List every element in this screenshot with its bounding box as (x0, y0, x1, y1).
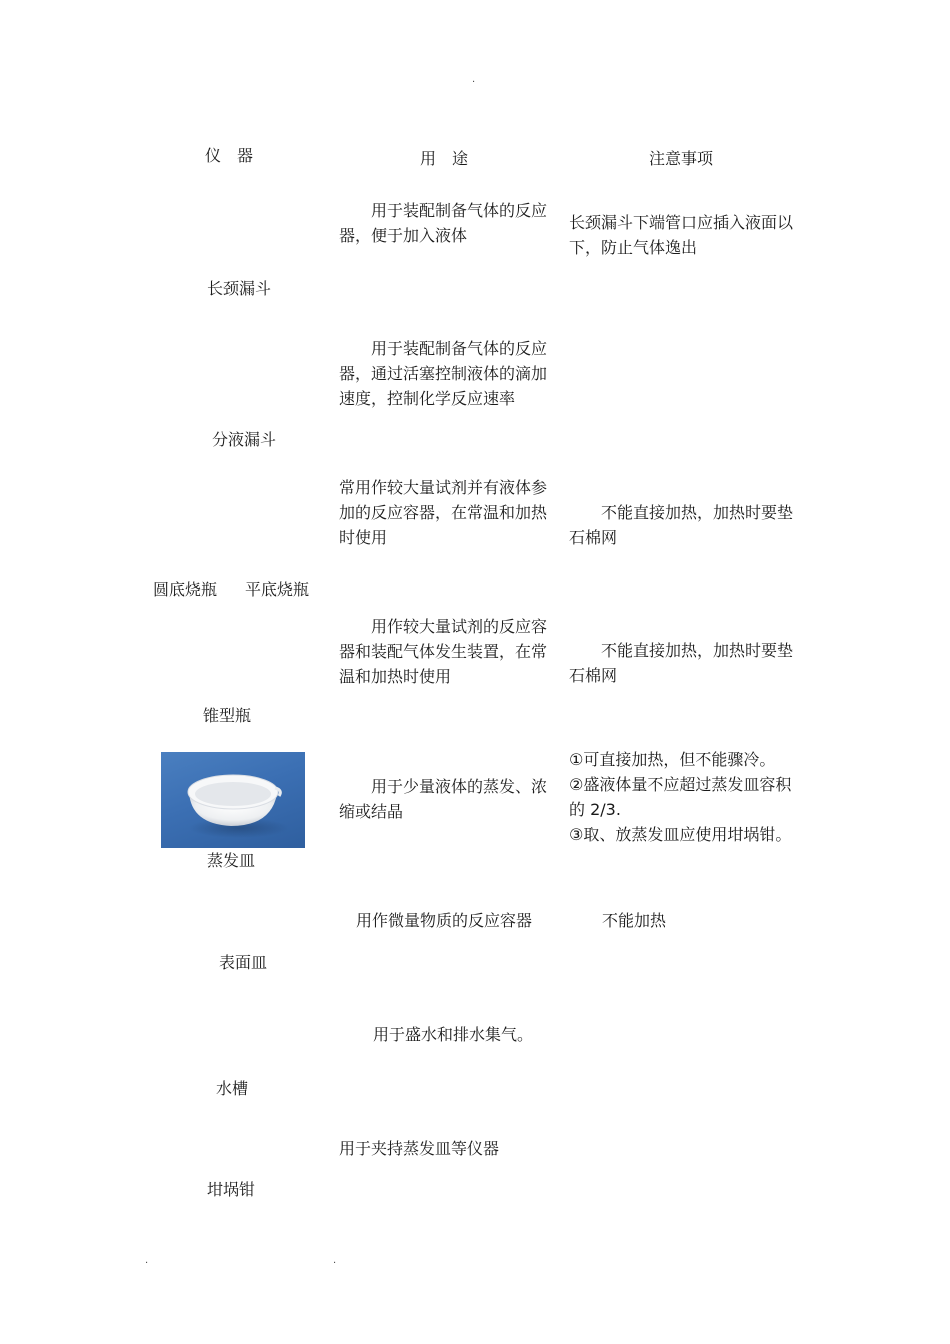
notes-conical-flask: 不能直接加热，加热时要垫石棉网 (569, 641, 794, 685)
usage-separatory-funnel: 用于装配制备气体的反应器，通过活塞控制液体的滴加速度，控制化学反应速率 (339, 339, 548, 408)
notes-flasks: 不能直接加热，加热时要垫石棉网 (569, 503, 794, 547)
note-line-1: ①可直接加热，但不能骤冷。 (569, 750, 776, 769)
bottom-page-mark-right: . (333, 1255, 337, 1266)
instrument-water-trough: 水槽 (216, 1079, 249, 1098)
instrument-separatory-funnel: 分液漏斗 (212, 430, 277, 449)
instrument-crucible-tongs: 坩埚钳 (207, 1180, 256, 1199)
usage-conical-flask: 用作较大量试剂的反应容器和装配气体发生装置，在常温和加热时使用 (339, 617, 548, 686)
notes-evaporating-dish (569, 747, 799, 847)
bottom-page-mark-left: . (145, 1255, 149, 1266)
top-page-mark: . (472, 74, 476, 85)
instrument-watch-glass: 表面皿 (219, 953, 268, 972)
note-line-2: ②盛液体量不应超过蒸发皿容积的 2/3. (569, 775, 792, 819)
header-instrument: 仪 器 (205, 146, 254, 165)
instrument-round-bottom-flask: 圆底烧瓶 (153, 580, 218, 599)
usage-watch-glass: 用作微量物质的反应容器 (356, 911, 533, 930)
instrument-conical-flask: 锥型瓶 (203, 706, 252, 725)
notes-watch-glass: 不能加热 (602, 911, 667, 930)
usage-evaporating-dish: 用于少量液体的蒸发、浓缩或结晶 (339, 777, 548, 821)
header-usage: 用 途 (420, 149, 469, 168)
usage-long-neck-funnel: 用于装配制备气体的反应器，便于加入液体 (339, 201, 548, 245)
usage-flasks: 常用作较大量试剂并有液体参加的反应容器，在常温和加热时使用 (339, 478, 548, 547)
usage-water-trough: 用于盛水和排水集气。 (373, 1025, 534, 1044)
usage-crucible-tongs: 用于夹持蒸发皿等仪器 (339, 1139, 500, 1158)
instrument-evaporating-dish: 蒸发皿 (207, 851, 256, 870)
instrument-flat-bottom-flask: 平底烧瓶 (245, 580, 310, 599)
notes-long-neck-funnel: 长颈漏斗下端管口应插入液面以下，防止气体逸出 (569, 213, 794, 257)
note-line-3: ③取、放蒸发皿应使用坩埚钳。 (569, 825, 792, 844)
evaporating-dish-photo (161, 752, 305, 848)
instrument-long-neck-funnel: 长颈漏斗 (207, 279, 272, 298)
header-notes: 注意事项 (649, 149, 714, 168)
